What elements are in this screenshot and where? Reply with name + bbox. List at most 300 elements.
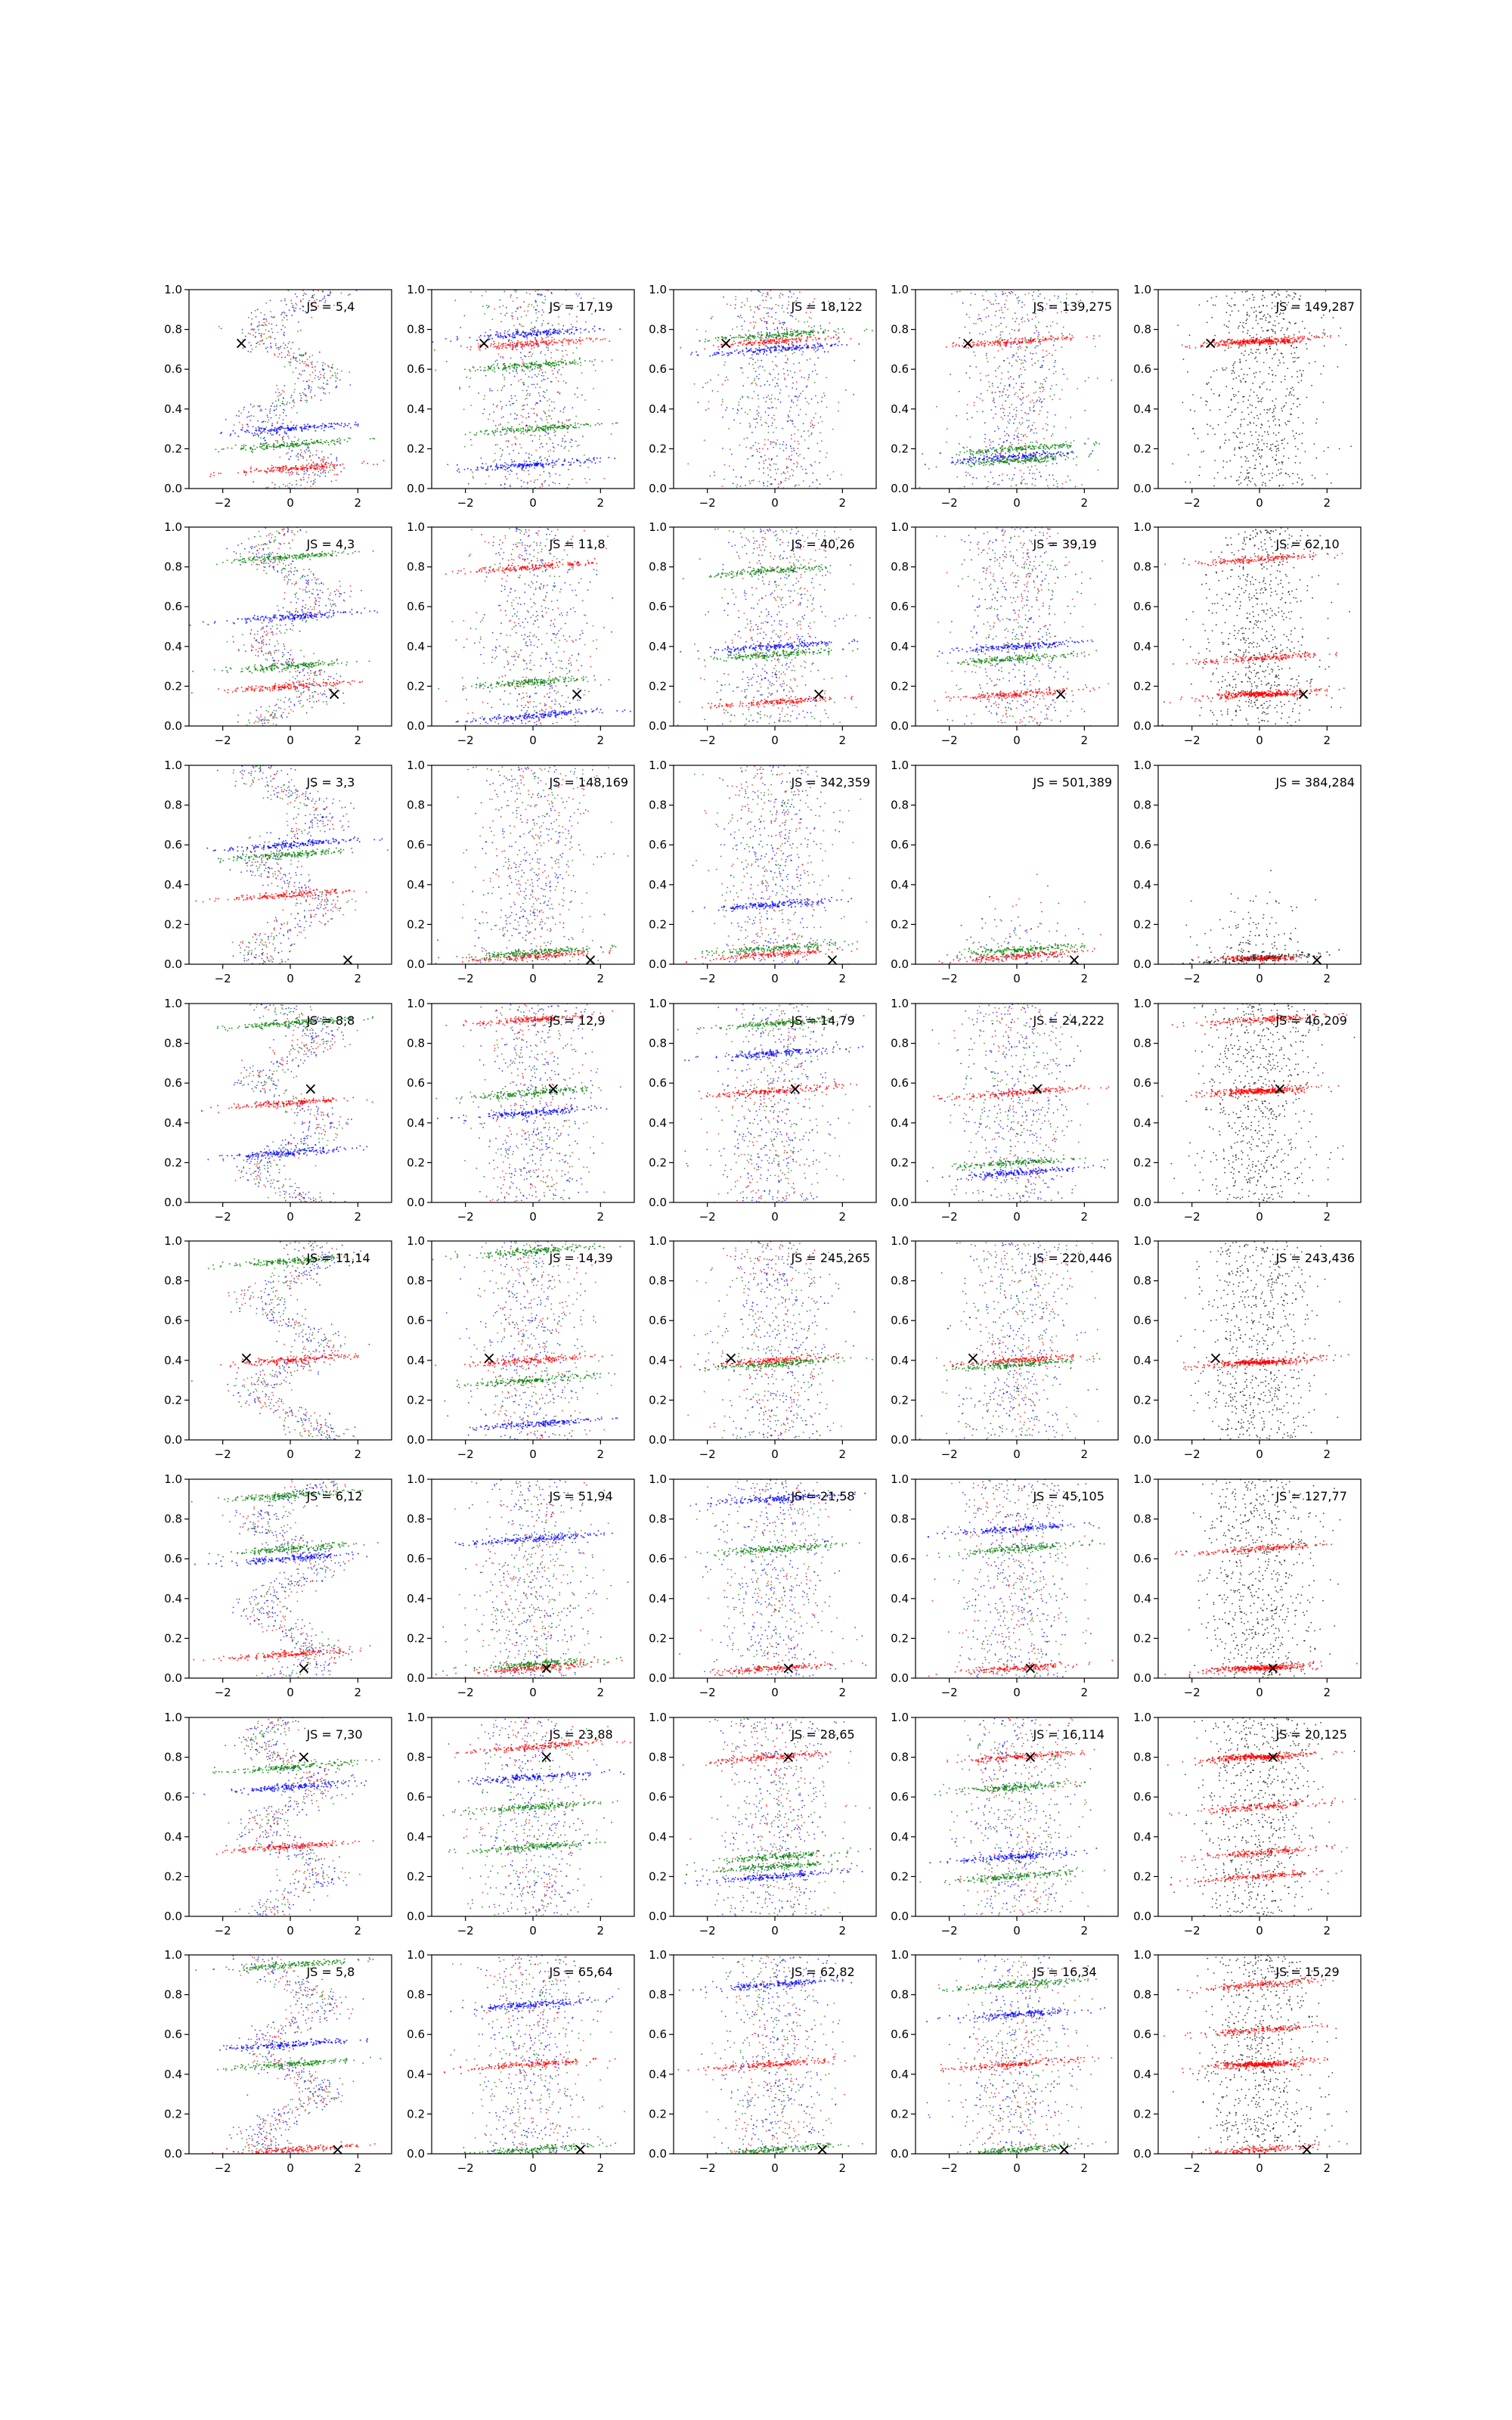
scatter-point [539, 386, 541, 388]
scatter-point [767, 332, 768, 334]
scatter-point [1031, 429, 1033, 430]
scatter-point [705, 339, 706, 340]
scatter-point [514, 343, 516, 344]
scatter-point [322, 461, 324, 462]
scatter-point [296, 443, 298, 445]
scatter-point [1050, 388, 1052, 389]
scatter-point [457, 339, 458, 340]
scatter-point [808, 374, 810, 376]
scatter-point [813, 473, 814, 474]
scatter-point [1053, 479, 1055, 480]
scatter-point [500, 485, 502, 486]
axes-frame [189, 290, 392, 489]
scatter-point [994, 449, 996, 451]
scatter-point [527, 368, 528, 370]
scatter-point [824, 351, 826, 352]
scatter-point [1052, 399, 1053, 400]
scatter-point [1025, 451, 1027, 453]
scatter-point [516, 308, 518, 309]
scatter-point [794, 433, 795, 435]
scatter-point [292, 472, 293, 473]
scatter-point [262, 340, 264, 341]
scatter-point [749, 427, 751, 428]
scatter-point [547, 464, 549, 466]
scatter-point [508, 365, 510, 367]
scatter-point [559, 393, 560, 395]
scatter-point [550, 415, 551, 417]
scatter-point [301, 427, 302, 428]
scatter-point [1009, 423, 1010, 424]
y-tick-label: 0.8 [407, 323, 425, 337]
scatter-point [237, 436, 239, 437]
scatter-point [279, 468, 280, 470]
scatter-point [577, 396, 578, 398]
scatter-point [747, 396, 748, 398]
scatter-point [587, 424, 589, 425]
scatter-point [513, 367, 515, 368]
scatter-point [1040, 367, 1042, 368]
scatter-point [500, 313, 502, 315]
scatter-point [499, 306, 500, 308]
scatter-point [280, 393, 282, 395]
scatter-point [790, 420, 792, 421]
scatter-point [1018, 347, 1019, 349]
scatter-point [293, 358, 294, 359]
scatter-point [521, 480, 522, 482]
scatter-point [537, 305, 538, 306]
scatter-point [608, 457, 609, 458]
scatter-point [779, 443, 781, 445]
scatter-point [1066, 455, 1067, 457]
scatter-point [520, 464, 522, 466]
scatter-point [296, 296, 298, 298]
scatter-point [506, 337, 507, 338]
scatter-point [745, 340, 747, 341]
scatter-point [572, 439, 573, 441]
scatter-point [1021, 410, 1023, 411]
scatter-point [526, 464, 528, 465]
scatter-point [296, 412, 298, 414]
scatter-point [501, 348, 503, 349]
scatter-point [302, 299, 304, 300]
scatter-point [770, 335, 771, 337]
scatter-point [484, 367, 485, 368]
scatter-point [571, 324, 572, 325]
scatter-point [555, 473, 556, 475]
scatter-point [277, 356, 279, 358]
scatter-point [1022, 362, 1024, 364]
scatter-point [1044, 445, 1046, 446]
scatter-point [1086, 337, 1088, 338]
scatter-point [1042, 391, 1043, 392]
scatter-point [813, 417, 815, 419]
scatter-point [1035, 479, 1036, 480]
scatter-point [959, 346, 960, 347]
scatter-point [763, 461, 764, 462]
scatter-point [556, 365, 557, 366]
scatter-point [544, 379, 546, 380]
scatter-point [764, 321, 766, 322]
scatter-point [551, 340, 553, 341]
scatter-point [317, 467, 318, 468]
scatter-point [524, 311, 525, 312]
scatter-point [503, 291, 505, 293]
scatter-point [774, 341, 776, 343]
scatter-point [789, 348, 790, 349]
scatter-point [447, 464, 448, 465]
scatter-point [727, 407, 728, 408]
scatter-point [722, 383, 723, 385]
scatter-point [490, 368, 491, 369]
scatter-point [271, 347, 272, 349]
scatter-point [810, 334, 811, 336]
scatter-point [562, 367, 564, 368]
scatter-point [270, 408, 271, 410]
scatter-point [548, 410, 550, 411]
scatter-point [539, 458, 541, 459]
scatter-point [245, 445, 246, 446]
scatter-point [1017, 427, 1018, 429]
scatter-point [324, 472, 326, 473]
scatter-point [284, 366, 286, 368]
scatter-point [1002, 445, 1003, 447]
scatter-point [253, 445, 255, 446]
scatter-point [332, 470, 333, 471]
scatter-point [705, 330, 707, 332]
scatter-point [754, 325, 755, 327]
scatter-point [558, 361, 559, 362]
scatter-point [768, 337, 770, 338]
scatter-point [284, 385, 286, 386]
scatter-point [283, 439, 284, 440]
scatter-point [554, 368, 556, 369]
scatter-point [939, 452, 940, 454]
scatter-point [1002, 396, 1003, 397]
y-tick-label: 0.6 [164, 362, 182, 376]
scatter-point [266, 471, 268, 473]
scatter-point [724, 464, 726, 466]
scatter-point [616, 422, 618, 424]
scatter-point [1010, 293, 1012, 294]
scatter-point [1022, 458, 1024, 459]
scatter-point [1046, 445, 1047, 447]
scatter-point [1060, 444, 1061, 445]
scatter-point [1035, 445, 1036, 447]
scatter-point [1021, 386, 1023, 388]
scatter-point [835, 343, 836, 345]
scatter-point [799, 339, 801, 340]
scatter-point [1030, 430, 1031, 432]
scatter-point [1018, 300, 1019, 302]
scatter-point [1059, 399, 1061, 400]
scatter-point [792, 339, 793, 340]
scatter-point [273, 448, 274, 450]
scatter-point [527, 404, 528, 405]
scatter-point [541, 380, 543, 382]
scatter-point [257, 420, 259, 422]
scatter-point [464, 446, 466, 448]
scatter-point [563, 425, 565, 427]
scatter-point [1018, 433, 1019, 434]
scatter-point [1034, 347, 1036, 349]
scatter-point [284, 332, 285, 334]
scatter-point [986, 353, 987, 355]
scatter-point [808, 325, 810, 327]
scatter-point [759, 481, 761, 482]
scatter-point [533, 328, 534, 330]
scatter-point [497, 346, 498, 348]
scatter-point [768, 343, 770, 344]
scatter-point [1085, 380, 1086, 382]
scatter-point [466, 347, 468, 349]
scatter-point [978, 340, 979, 342]
scatter-point [319, 476, 321, 477]
scatter-point [322, 365, 324, 367]
scatter-point [795, 427, 796, 428]
scatter-point [1006, 474, 1008, 476]
scatter-point [988, 381, 990, 383]
scatter-point [275, 392, 277, 393]
scatter-point [585, 321, 587, 323]
scatter-point [290, 468, 291, 470]
scatter-point [1024, 294, 1026, 296]
scatter-point [738, 405, 739, 406]
scatter-point [504, 483, 506, 485]
scatter-point [523, 371, 525, 372]
scatter-point [545, 464, 547, 465]
scatter-point [1021, 319, 1022, 321]
scatter-point [802, 347, 804, 349]
scatter-point [1027, 318, 1029, 320]
scatter-point [287, 452, 289, 454]
scatter-point [526, 398, 528, 399]
scatter-point [1009, 407, 1011, 408]
scatter-point [284, 405, 285, 406]
scatter-point [789, 346, 790, 348]
scatter-point [1009, 395, 1010, 396]
scatter-point [498, 353, 500, 355]
scatter-point [593, 340, 594, 342]
scatter-point [553, 362, 555, 364]
scatter-point [787, 308, 789, 309]
scatter-point [341, 423, 342, 424]
scatter-point [534, 430, 535, 432]
scatter-point [798, 349, 800, 351]
scatter-point [320, 460, 321, 461]
scatter-point [265, 427, 267, 428]
scatter-point [764, 370, 766, 371]
scatter-point [1011, 291, 1012, 293]
scatter-point [491, 318, 493, 320]
scatter-point [541, 323, 543, 324]
scatter-point [518, 453, 519, 455]
scatter-point [826, 407, 828, 408]
scatter-point [339, 438, 340, 439]
scatter-point [809, 317, 810, 318]
scatter-point [249, 420, 251, 421]
scatter-point [323, 465, 324, 467]
scatter-point [299, 349, 300, 350]
scatter-point [773, 337, 774, 338]
scatter-point [303, 467, 305, 469]
scatter-point [787, 358, 789, 359]
scatter-point [753, 445, 754, 447]
scatter-point [987, 486, 989, 488]
scatter-point [301, 354, 302, 355]
scatter-point [722, 401, 723, 402]
scatter-point [268, 487, 269, 489]
scatter-point [326, 440, 327, 442]
scatter-point [1039, 472, 1040, 473]
scatter-point [561, 425, 562, 427]
scatter-point [1000, 317, 1002, 318]
scatter-point [521, 325, 522, 327]
scatter-point [766, 350, 767, 352]
scatter-point [284, 335, 285, 337]
scatter-point [296, 484, 297, 486]
scatter-point [234, 424, 235, 426]
scatter-point [302, 442, 303, 443]
scatter-point [1001, 450, 1002, 451]
scatter-point [1030, 352, 1031, 354]
scatter-point [1013, 387, 1015, 389]
scatter-point [547, 290, 549, 291]
scatter-point [538, 364, 540, 365]
scatter-point [510, 296, 511, 298]
scatter-point [521, 341, 522, 343]
scatter-point [321, 473, 322, 474]
scatter-point [340, 439, 342, 441]
scatter-point [995, 392, 996, 393]
scatter-point [536, 376, 538, 377]
scatter-point [507, 446, 509, 448]
scatter-point [1033, 422, 1035, 424]
scatter-point [1017, 435, 1018, 436]
scatter-point [309, 456, 311, 458]
scatter-point [838, 411, 839, 412]
scatter-point [736, 327, 738, 328]
scatter-point [722, 417, 723, 418]
scatter-point [485, 375, 487, 377]
scatter-point [766, 313, 767, 315]
scatter-point [804, 321, 805, 323]
scatter-point [314, 468, 316, 470]
scatter-point [785, 386, 787, 387]
scatter-point [275, 345, 277, 346]
scatter-point [806, 347, 807, 349]
scatter-point [817, 402, 819, 403]
scatter-point [789, 334, 791, 335]
scatter-point [797, 448, 798, 449]
scatter-point [754, 362, 756, 364]
scatter-point [690, 354, 692, 355]
scatter-point [830, 337, 832, 339]
scatter-point [457, 338, 459, 340]
scatter-point [773, 464, 775, 465]
scatter-point [805, 332, 807, 334]
scatter-point [298, 459, 299, 461]
scatter-point [516, 369, 517, 371]
scatter-point [373, 438, 375, 439]
scatter-point [576, 347, 578, 349]
scatter-point [559, 369, 560, 371]
scatter-point [305, 439, 307, 441]
scatter-point [308, 463, 310, 464]
scatter-point [593, 326, 595, 327]
scatter-point [559, 329, 560, 330]
scatter-point [766, 321, 767, 323]
scatter-point [267, 346, 268, 348]
scatter-point [1057, 486, 1058, 488]
scatter-point [320, 388, 321, 389]
scatter-point [802, 469, 804, 470]
scatter-point [721, 405, 723, 406]
scatter-point [564, 459, 565, 461]
scatter-point [796, 461, 798, 463]
scatter-point [571, 332, 572, 334]
scatter-point [806, 338, 807, 340]
scatter-point [956, 291, 958, 293]
scatter-point [810, 426, 812, 427]
scatter-point [1015, 359, 1017, 361]
scatter-point [297, 440, 299, 442]
scatter-point [796, 466, 798, 467]
scatter-point [522, 422, 523, 424]
scatter-point [509, 467, 510, 468]
scatter-point [584, 462, 585, 464]
scatter-point [320, 374, 321, 375]
scatter-point [259, 446, 261, 448]
scatter-point [272, 332, 274, 334]
scatter-point [1052, 433, 1054, 435]
scatter-point [811, 347, 813, 349]
scatter-point [742, 372, 744, 374]
scatter-point [792, 331, 794, 333]
scatter-point [691, 352, 692, 353]
scatter-point [521, 316, 522, 318]
scatter-point [1019, 448, 1021, 449]
scatter-point [783, 368, 785, 370]
scatter-point [768, 414, 770, 416]
scatter-point [541, 442, 543, 444]
scatter-point [959, 451, 961, 453]
scatter-point [952, 346, 953, 347]
scatter-point [250, 324, 252, 326]
scatter-points [668, 289, 873, 489]
scatter-point [787, 312, 789, 314]
scatter-point [758, 290, 759, 292]
scatter-point [326, 383, 327, 385]
scatter-point [1098, 470, 1099, 471]
scatter-point [528, 417, 529, 418]
scatter-point [776, 442, 777, 444]
scatter-point [766, 323, 767, 324]
scatter-point [512, 342, 513, 343]
scatter-point [305, 428, 307, 430]
scatter-point [1037, 346, 1039, 347]
scatter-point [564, 441, 565, 442]
scatter-point [760, 337, 761, 339]
scatter-point [763, 344, 764, 346]
scatter-point [769, 408, 770, 409]
scatter-point [298, 377, 299, 379]
scatter-point [531, 348, 532, 349]
scatter-point [845, 389, 847, 391]
scatter-point [1026, 396, 1027, 398]
scatter-point [522, 389, 524, 391]
scatter-point [770, 340, 771, 341]
scatter-point [304, 424, 305, 426]
